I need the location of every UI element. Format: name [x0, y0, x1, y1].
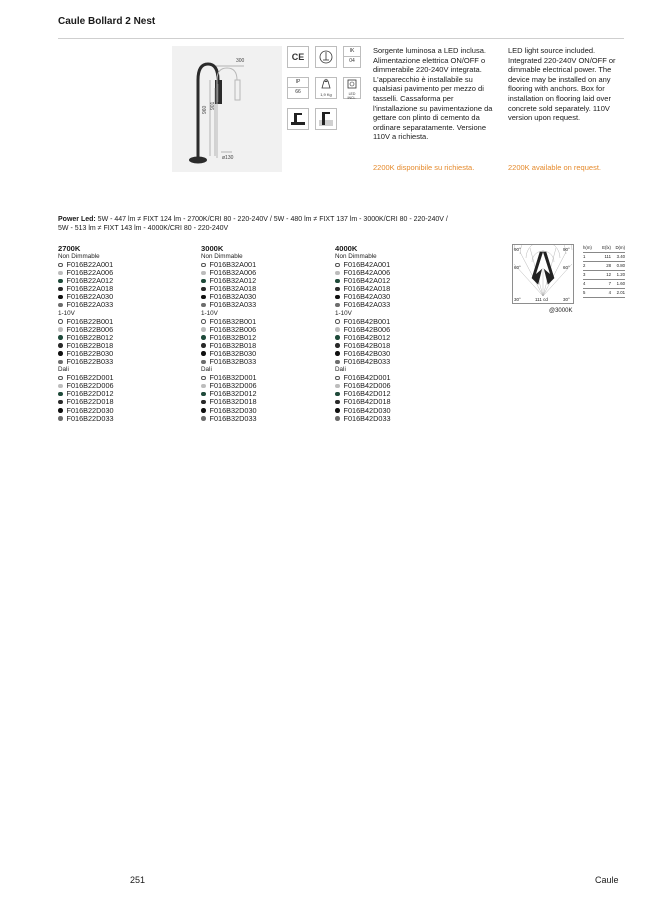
product-code-row	[201, 301, 257, 309]
product-code: F016B22B033	[66, 357, 114, 367]
illuminance-row	[583, 289, 625, 298]
product-code: F016B42B001	[343, 316, 391, 326]
product-code-row	[58, 301, 114, 309]
column-temperature: 2700K	[58, 244, 81, 253]
illuminance-cell: 1.20	[616, 272, 625, 277]
illuminance-cell: 4	[583, 281, 586, 286]
product-code: F016B42B018	[343, 340, 391, 350]
product-code: F016B32D012	[209, 389, 257, 399]
finish-color-swatch	[201, 319, 206, 324]
product-code: F016B32D018	[209, 397, 257, 407]
finish-color-swatch	[335, 384, 340, 389]
product-code: F016B32A018	[209, 284, 257, 294]
product-code: F016B32D030	[209, 405, 257, 415]
product-code: F016B42B030	[343, 348, 391, 358]
finish-color-swatch	[58, 392, 63, 397]
product-code: F016B32A030	[209, 292, 257, 302]
finish-color-swatch	[335, 416, 340, 421]
description-it: Sorgente luminosa a LED inclusa. Alimentazione elettrica ON/OFF o dimmerabile 220-240V integrata. L'apparecchio è installabile su qualsiasi pavimento per mezzo di tasselli. Cassaforma per l'installazione su pavimentazione da gettare con plinto di cemento da ordinare separatamente. Versione 110V a richiesta.	[373, 46, 493, 142]
finish-color-swatch	[335, 360, 340, 365]
product-code: F016B42B006	[343, 324, 391, 334]
finish-color-swatch	[335, 287, 340, 292]
product-code: F016B42D012	[343, 389, 391, 399]
product-code-row	[335, 358, 391, 366]
ce-icon: CE	[287, 46, 309, 68]
finish-color-swatch	[201, 408, 206, 413]
finish-color-swatch	[201, 263, 206, 268]
angle-bottom-right: 30°	[563, 297, 570, 302]
footer-family: Caule	[595, 875, 619, 885]
finish-color-swatch	[335, 376, 340, 381]
product-code: F016B32A006	[209, 268, 257, 278]
illuminance-row	[583, 262, 625, 271]
product-code: F016B32D033	[209, 413, 257, 423]
led-label: LED INCL.	[347, 92, 357, 100]
ip-rating	[287, 77, 309, 99]
finish-color-swatch	[201, 376, 206, 381]
product-code: F016B22D012	[66, 389, 114, 399]
angle-mid-left: 60°	[514, 265, 521, 270]
product-code: F016B32D006	[209, 381, 257, 391]
power-led-line2: 5W - 513 lm ≠ FIXT 143 lm - 4000K/CRI 80 - 220-240V	[58, 225, 229, 232]
finish-color-swatch	[335, 263, 340, 268]
product-code: F016B42A006	[343, 268, 391, 278]
ik-label: IK	[344, 47, 360, 57]
group-label: Dali	[201, 366, 212, 374]
illuminance-cell: 2.01	[616, 290, 625, 295]
finish-color-swatch	[58, 351, 63, 356]
illuminance-cell: 111	[604, 254, 611, 259]
product-code-row	[58, 358, 114, 366]
product-code: F016B42B033	[343, 357, 391, 367]
illuminance-header-cell: E(lx)	[602, 245, 611, 250]
technical-drawing	[172, 46, 282, 172]
finish-color-swatch	[335, 343, 340, 348]
column-3000k	[201, 244, 257, 423]
product-code: F016B22B030	[66, 348, 114, 358]
group-label: 1-10V	[335, 309, 352, 317]
finish-color-swatch	[201, 384, 206, 389]
product-code-row	[335, 301, 391, 309]
finish-color-swatch	[335, 327, 340, 332]
ip-label: IP	[288, 78, 308, 88]
power-led-spec	[58, 215, 624, 233]
finish-color-swatch	[58, 271, 63, 276]
illuminance-cell: 2	[583, 263, 586, 268]
illuminance-cell: 7	[608, 281, 611, 286]
finish-color-swatch	[201, 351, 206, 356]
product-code: F016B42D006	[343, 381, 391, 391]
header-divider	[58, 38, 624, 39]
finish-color-swatch	[335, 319, 340, 324]
angle-top-left: 90°	[514, 247, 521, 252]
column-temperature: 3000K	[201, 244, 224, 253]
illuminance-cell: 1	[583, 254, 586, 259]
product-code: F016B22B012	[66, 332, 114, 342]
finish-color-swatch	[58, 400, 63, 405]
product-code: F016B22A006	[66, 268, 114, 278]
product-code: F016B22B006	[66, 324, 114, 334]
product-code: F016B32B030	[209, 348, 257, 358]
illuminance-header-cell: D(m)	[615, 245, 625, 250]
illuminance-table	[583, 244, 625, 298]
finish-color-swatch	[201, 295, 206, 300]
weight-value: 1,9 Kg	[320, 92, 332, 97]
finish-color-swatch	[58, 335, 63, 340]
product-code: F016B32A001	[209, 260, 257, 269]
product-code: F016B42A018	[343, 284, 391, 294]
illuminance-cell: 1.60	[616, 281, 625, 286]
product-code: F016B22A030	[66, 292, 114, 302]
floor-mount-icon	[287, 108, 309, 130]
page-number: 251	[130, 875, 146, 885]
dim-width: 300	[236, 58, 245, 64]
product-code: F016B42D030	[343, 405, 391, 415]
product-code: F016B42A001	[343, 260, 391, 269]
finish-color-swatch	[201, 271, 206, 276]
illuminance-cell: 4	[608, 290, 611, 295]
power-led-line1: 5W - 447 lm ≠ FIXT 124 lm - 2700K/CRI 80 - 220-240V / 5W - 480 lm ≠ FIXT 137 lm - 3000K/CRI 80 - 220-240V /	[95, 216, 448, 223]
finish-color-swatch	[201, 400, 206, 405]
product-code-row	[201, 415, 257, 423]
finish-color-swatch	[58, 319, 63, 324]
product-code: F016B22B001	[66, 316, 114, 326]
group-label: Dali	[335, 366, 346, 374]
ik-rating	[343, 46, 361, 68]
finish-color-swatch	[58, 279, 63, 284]
description-en: LED light source included. Integrated 220-240V ON/OFF or dimmable electrical power. The device may be installed on any flooring with anchors. Box for installation on flooring laid over concrete sold separately. 110V version upon request.	[508, 46, 616, 123]
product-code: F016B32B018	[209, 340, 257, 350]
angle-bottom-left: 30°	[514, 297, 521, 302]
finish-color-swatch	[201, 327, 206, 332]
finish-color-swatch	[201, 392, 206, 397]
bollard-drawing	[172, 46, 282, 172]
finish-color-swatch	[335, 271, 340, 276]
dim-base: ø130	[222, 155, 234, 161]
product-code: F016B42A012	[343, 276, 391, 286]
finish-color-swatch	[201, 287, 206, 292]
note-en: 2200K available on request.	[508, 163, 601, 172]
photometric-diagram	[512, 244, 574, 304]
finish-color-swatch	[201, 360, 206, 365]
finish-color-swatch	[201, 416, 206, 421]
power-led-label: Power Led:	[58, 216, 96, 223]
product-code-row	[335, 415, 391, 423]
product-code: F016B42A033	[343, 300, 391, 310]
photometry-caption: @3000K	[549, 308, 573, 314]
certification-icons	[287, 46, 359, 138]
illuminance-cell: 28	[606, 263, 611, 268]
finish-color-swatch	[58, 343, 63, 348]
dim-inner: 901	[210, 101, 216, 110]
finish-color-swatch	[58, 287, 63, 292]
angle-top-right: 90°	[563, 247, 570, 252]
finish-color-swatch	[335, 392, 340, 397]
product-code: F016B32B033	[209, 357, 257, 367]
group-label: Non Dimmable	[58, 253, 100, 260]
finish-color-swatch	[201, 279, 206, 284]
weight-icon	[315, 77, 337, 99]
candela-value: 111 cd	[535, 297, 548, 302]
product-code: F016B32D001	[209, 373, 257, 383]
page-title: Caule Bollard 2 Nest	[58, 16, 156, 27]
finish-color-swatch	[58, 263, 63, 268]
polar-curve	[512, 244, 574, 304]
product-code: F016B22B018	[66, 340, 114, 350]
group-label: Non Dimmable	[335, 253, 377, 260]
class-icon	[315, 46, 337, 68]
note-it: 2200K disponibile su richiesta.	[373, 163, 475, 172]
finish-color-swatch	[58, 416, 63, 421]
angle-mid-right: 60°	[563, 265, 570, 270]
finish-color-swatch	[335, 295, 340, 300]
finish-color-swatch	[201, 303, 206, 308]
product-code: F016B32A033	[209, 300, 257, 310]
finish-color-swatch	[58, 327, 63, 332]
finish-color-swatch	[201, 335, 206, 340]
finish-color-swatch	[58, 376, 63, 381]
illuminance-cell: 3.40	[616, 254, 625, 259]
dim-height: 960	[202, 105, 208, 114]
product-code: F016B22D018	[66, 397, 114, 407]
ip-value: 66	[295, 89, 301, 95]
product-code: F016B42D001	[343, 373, 391, 383]
product-code: F016B32B006	[209, 324, 257, 334]
finish-color-swatch	[335, 279, 340, 284]
finish-color-swatch	[58, 384, 63, 389]
illuminance-row	[583, 253, 625, 262]
finish-color-swatch	[58, 408, 63, 413]
illuminance-header-cell: h(m)	[583, 245, 592, 250]
illuminance-cell: 0.80	[616, 263, 625, 268]
product-code-row	[58, 415, 114, 423]
product-code-row	[201, 358, 257, 366]
finish-color-swatch	[335, 303, 340, 308]
illuminance-row	[583, 280, 625, 289]
product-code: F016B22D030	[66, 405, 114, 415]
product-code: F016B42D033	[343, 413, 391, 423]
illuminance-header-row	[583, 244, 625, 253]
product-code: F016B22A012	[66, 276, 114, 286]
column-4000k	[335, 244, 391, 423]
finish-color-swatch	[58, 360, 63, 365]
product-code: F016B22A033	[66, 300, 114, 310]
finish-color-swatch	[58, 295, 63, 300]
group-label: 1-10V	[201, 309, 218, 317]
finish-color-swatch	[201, 343, 206, 348]
illuminance-cell: 12	[606, 272, 611, 277]
product-code: F016B42D018	[343, 397, 391, 407]
finish-color-swatch	[335, 408, 340, 413]
product-code: F016B32A012	[209, 276, 257, 286]
finish-color-swatch	[335, 335, 340, 340]
product-code: F016B42A030	[343, 292, 391, 302]
product-code: F016B32B012	[209, 332, 257, 342]
product-code: F016B22D033	[66, 413, 114, 423]
led-icon	[343, 77, 361, 99]
illuminance-cell: 5	[583, 290, 586, 295]
product-code: F016B22D001	[66, 373, 114, 383]
finish-color-swatch	[58, 303, 63, 308]
product-code: F016B22D006	[66, 381, 114, 391]
finish-color-swatch	[335, 351, 340, 356]
product-code: F016B42B012	[343, 332, 391, 342]
column-2700k	[58, 244, 114, 423]
group-label: Non Dimmable	[201, 253, 243, 260]
product-code: F016B22A018	[66, 284, 114, 294]
finish-color-swatch	[335, 400, 340, 405]
group-label: Dali	[58, 366, 69, 374]
recessed-mount-icon	[315, 108, 337, 130]
ik-value: 04	[349, 58, 355, 64]
group-label: 1-10V	[58, 309, 75, 317]
product-code: F016B32B001	[209, 316, 257, 326]
illuminance-cell: 3	[583, 272, 586, 277]
illuminance-row	[583, 271, 625, 280]
column-temperature: 4000K	[335, 244, 358, 253]
product-code: F016B22A001	[66, 260, 114, 269]
